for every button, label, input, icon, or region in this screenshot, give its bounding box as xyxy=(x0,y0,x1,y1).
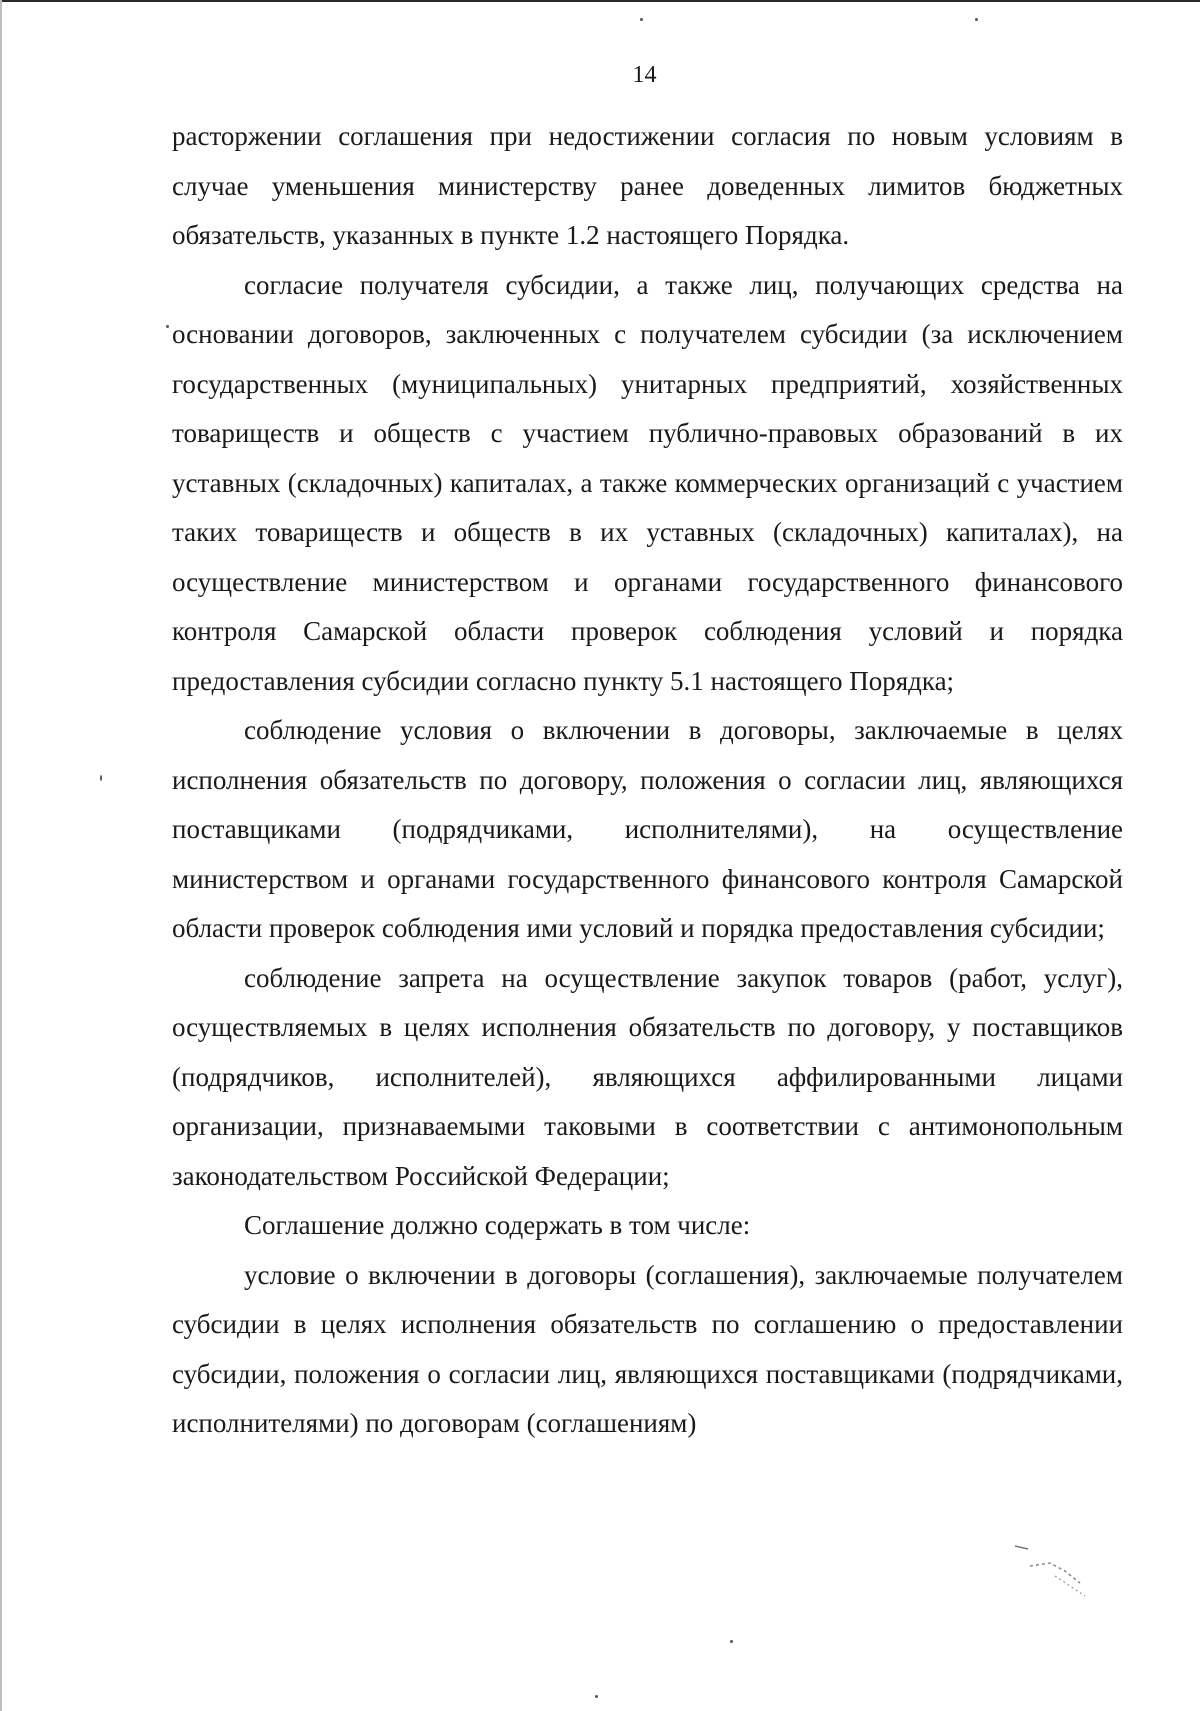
paragraph-3: соблюдение условия о включении в договоры, заключаемые в целях исполнения обязательств по договору, положения о согласии лиц, являющихся поставщиками (подрядчиками, исполнителями), на осуществление министерством и органами государственного финансового контроля Самарской области проверок соблюдения ими условий и порядка предоставления субсидии; xyxy=(172,715,1123,943)
scan-speck xyxy=(730,1640,733,1643)
page-number: 14 xyxy=(632,62,657,88)
scan-top-edge xyxy=(0,0,1200,2)
paragraph-6: условие о включении в договоры (соглашения), заключаемые получателем субсидии в целях исполнения обязательств по соглашению о предоставлении субсидии, положения о согласии лиц, являющихся поставщиками (подрядчиками, исполнителями) по договорам (соглашениям) xyxy=(172,1259,1123,1438)
paragraph-5: Соглашение должно содержать в том числе: xyxy=(244,1210,751,1240)
paragraph-2: согласие получателя субсидии, а также лиц, получающих средства на основании договоров, заключенных с получателем субсидии (за исключением государственных (муниципальных) унитарных предприятий, хозяйственных товариществ и обществ с участием публично-правовых образований в их уставных (складочных) капиталах, а также коммерческих организаций с участием таких товариществ и обществ в их уставных (складочных) капиталах), на осуществление министерством и органами государственного финансового контроля Самарской области проверок соблюдения условий и порядка предоставления субсидии согласно пункту 5.1 настоящего Порядка; xyxy=(172,269,1123,696)
scan-speck xyxy=(166,325,169,328)
scan-speck xyxy=(595,1695,598,1698)
scan-speck xyxy=(640,18,643,21)
scan-left-edge xyxy=(0,0,2,1711)
paragraph-4: соблюдение запрета на осуществление закупок товаров (работ, услуг), осуществляемых в целях исполнения обязательств по договору, у поставщиков (подрядчиков, исполнителей), являющихся аффилированными лицами организации, признаваемыми таковыми в соответствии с антимонопольным законодательством Российской Федерации; xyxy=(172,962,1123,1191)
scan-speck xyxy=(975,18,978,21)
margin-mark-icon xyxy=(1010,1541,1100,1601)
scan-speck xyxy=(100,775,102,781)
paragraph-1: расторжении соглашения при недостижении согласия по новым условиям в случае уменьшения министерству ранее доведенных лимитов бюджетных обязательств, указанных в пункте 1.2 настоящего Порядка. xyxy=(172,121,1123,250)
document-body xyxy=(172,112,1123,1449)
